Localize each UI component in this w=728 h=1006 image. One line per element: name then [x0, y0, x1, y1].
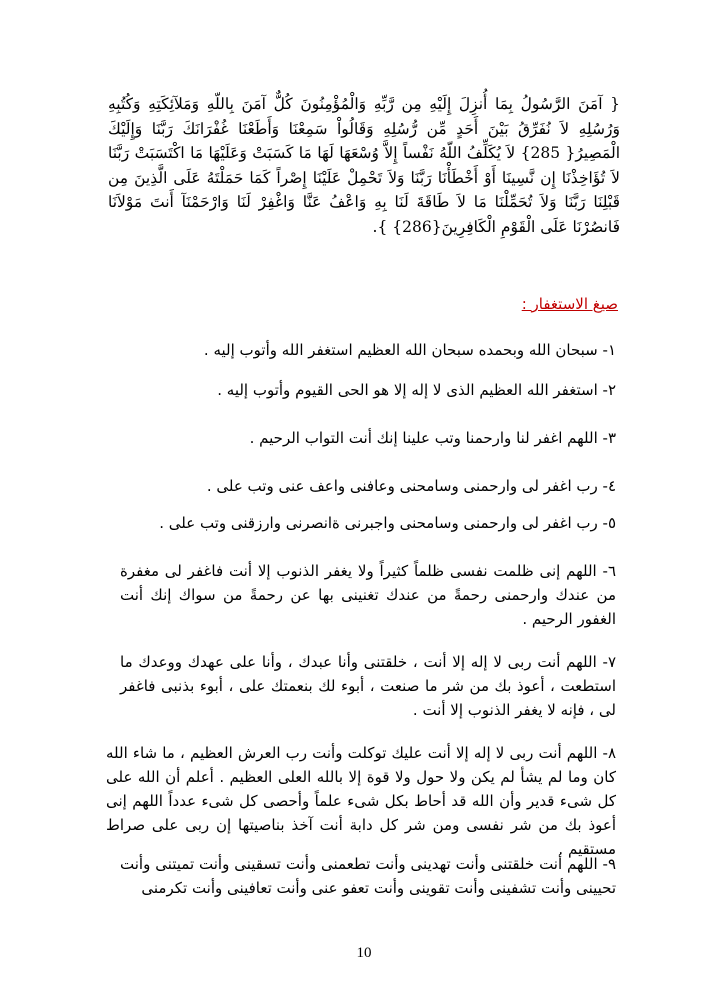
section-heading: صيغ الاستغفار :	[521, 295, 618, 313]
quran-verse: { آمَنَ الرَّسُولُ بِمَا أُنزِلَ إِلَيْهِ مِن رَّبِّهِ وَالْمُؤْمِنُونَ كُلٌّ آمَنَ بِاللّهِ وَمَلآئِكَتِهِ وَكُتُبِهِ وَرُسُلِهِ لاَ نُفَرِّقُ بَيْنَ أَحَدٍ مِّن رُّسُلِهِ وَقَالُواْ سَمِعْنَا وَأَطَعْنَا غُفْرَانَكَ رَبَّنَا وَإِلَيْكَ الْمَصِيرُ{ 285} لاَ يُكَلِّفُ اللّهُ نَفْساً إِلاَّ وُسْعَهَا لَهَا مَا كَسَبَتْ وَعَلَيْهَا مَا اكْتَسَبَتْ رَبَّنَا لاَ تُؤَاخِذْنَا إِن نَّسِينَا أَوْ أَخْطَأْنَا رَبَّنَا وَلاَ تَحْمِلْ عَلَيْنَا إِصْراً كَمَا حَمَلْتَهُ عَلَى الَّذِينَ مِن قَبْلِنَا رَبَّنَا وَلاَ تُحَمِّلْنَا مَا لاَ طَاقَةَ لَنَا بِهِ وَاعْفُ عَنَّا وَاغْفِرْ لَنَا وَارْحَمْنَآ أَنتَ مَوْلاَنَا فَانصُرْنَا عَلَى الْقَوْمِ الْكَافِرِينَ{286} }.	[108, 95, 620, 236]
istighfar-item-3: ٣- اللهم اغفر لنا وارحمنا وتب علينا إنك أنت التواب الرحيم .	[249, 429, 616, 447]
istighfar-item-9: ٩- اللهم أنت خلقتنى وأنت تهدينى وأنت تطعمنى وأنت تسقينى وأنت تميتنى وأنت تحيينى وأنت تشفينى وأنت تقوينى وأنت تعفو عنى وأنت تعافينى وأنت تكرمنى	[120, 855, 616, 897]
istighfar-item-5: ٥- رب اغفر لى وارحمنى وسامحنى واجبرنى ةانصرنى وارزقنى وتب على .	[159, 514, 616, 532]
istighfar-item-8: ٨- اللهم أنت ربى لا إله إلا أنت عليك توكلت وأنت رب العرش العظيم ، ما شاء الله كان وما لم يشأ لم يكن ولا حول ولا قوة إلا بالله العلى العظيم . أعلم أن الله على كل شىء قدير وأن الله قد أحاط بكل شىء علماً وأحصى كل شىء عدداً اللهم إنى أعوذ بك من شر نفسى ومن شر كل دابة أنت آخذ بناصيتها إن ربى على صراط مستقيم .	[106, 744, 616, 858]
istighfar-item-4: ٤- رب اغفر لى وارحمنى وسامحنى وعافنى واعف عنى وتب على .	[206, 477, 616, 495]
istighfar-item-6: ٦- اللهم إنى ظلمت نفسى ظلماً كثيراً ولا يغفر الذنوب إلا أنت فاغفر لى مغفرة من عندك وارحمنى رحمةً من عندك تغنينى بها عن رحمةً من سواك إنك أنت الغفور الرحيم .	[120, 562, 616, 628]
istighfar-item-7: ٧- اللهم أنت ربى لا إله إلا أنت ، خلقتنى وأنا عبدك ، وأنا على عهدك ووعدك ما استطعت ، أعوذ بك من شر ما صنعت ، أبوء لك بنعمتك على ، أبوء بذنبى فاغفر لى ، فإنه لا يغفر الذنوب إلا أنت .	[120, 653, 616, 719]
istighfar-item-1: ١- سبحان الله وبحمده سبحان الله العظيم استغفر الله وأتوب إليه .	[203, 341, 616, 359]
page-number: 10	[356, 945, 372, 961]
istighfar-item-2: ٢- استغفر الله العظيم الذى لا إله إلا هو الحى القيوم وأتوب إليه .	[217, 381, 616, 399]
